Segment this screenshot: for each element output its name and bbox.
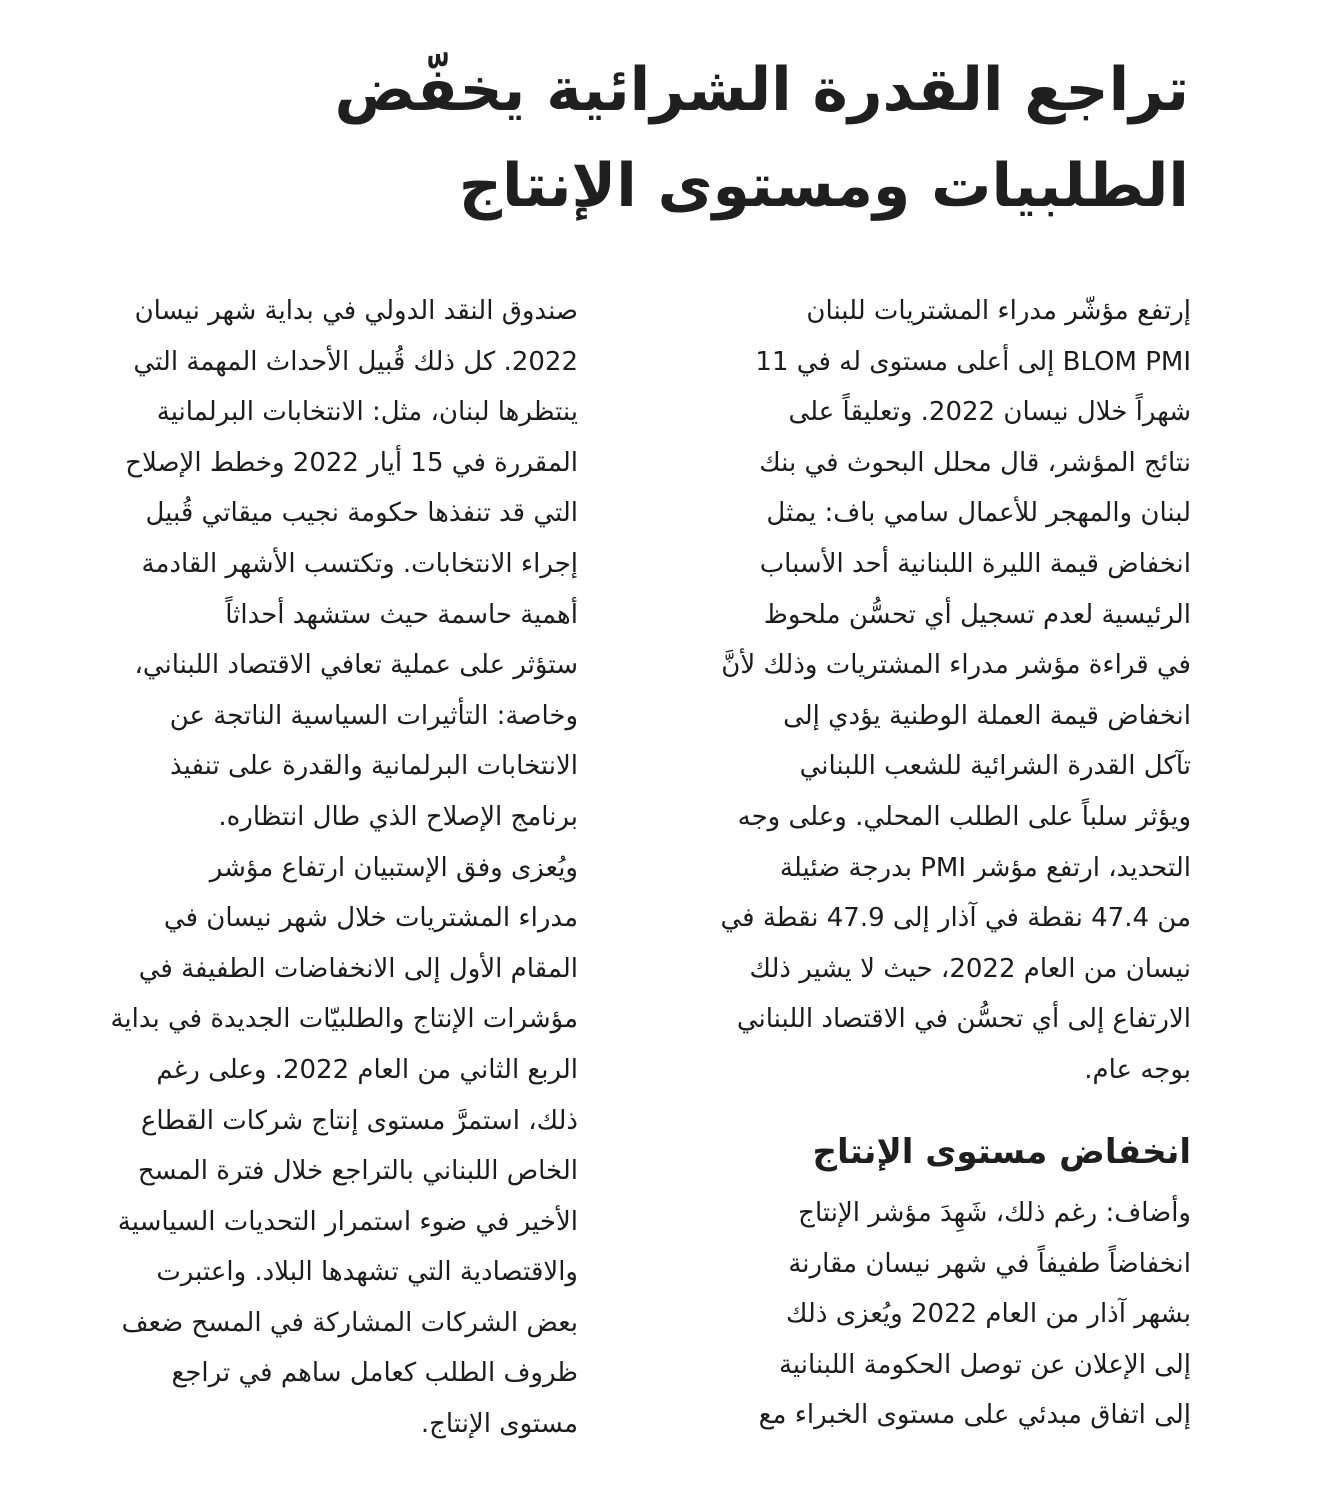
text-line: لبنان والمهجر للأعمال سامي باف: يمثل xyxy=(766,498,1191,529)
text-line: مستوى الإنتاج. xyxy=(420,1409,578,1440)
article-headline xyxy=(209,42,1189,234)
text-line: ويؤثر سلباً على الطلب المحلي. وعلى وجه xyxy=(737,801,1191,832)
text-line: ينتظرها لبنان، مثل: الانتخابات البرلمانية xyxy=(156,397,578,428)
text-line: وأضاف: رغم ذلك، شَهِدَ مؤشر الإنتاج xyxy=(798,1198,1191,1228)
text-line: الانتخابات البرلمانية والقدرة على تنفيذ xyxy=(170,751,578,782)
text-line: انخفاضاً طفيفاً في شهر نيسان مقارنة xyxy=(788,1248,1191,1279)
text-line: المقام الأول إلى الانخفاضات الطفيفة في xyxy=(138,953,578,984)
text-line: انخفاض قيمة العملة الوطنية يؤدي إلى xyxy=(783,700,1191,731)
text-line: المقررة في 15 أيار 2022 وخطط الإصلاح xyxy=(125,447,578,478)
text-line: التي قد تنفذها حكومة نجيب ميقاتي قُبيل xyxy=(145,498,578,529)
article-column-right xyxy=(643,286,1191,1096)
text-line: BLOM PMI إلى أعلى مستوى له في 11 xyxy=(755,346,1191,377)
text-line: الرئيسية لعدم تسجيل أي تحسُّن ملحوظ xyxy=(763,599,1191,630)
text-line: من 47.4 نقطة في آذار إلى 47.9 نقطة في xyxy=(720,903,1191,934)
headline-line-1: تراجع القدرة الشرائية يخفّض xyxy=(334,55,1189,125)
text-line: إلى اتفاق مبدئي على مستوى الخبراء مع xyxy=(758,1400,1191,1431)
text-line: التحديد، ارتفع مؤشر PMI بدرجة ضئيلة xyxy=(779,852,1191,883)
text-line: إجراء الانتخابات. وتكتسب الأشهر القادمة xyxy=(141,548,578,579)
section-subheading: انخفاض مستوى الإنتاج xyxy=(812,1132,1191,1172)
text-line: نتائج المؤشر، قال محلل البحوث في بنك xyxy=(759,447,1191,478)
text-line: صندوق النقد الدولي في بداية شهر نيسان xyxy=(134,296,578,326)
text-line: الخاص اللبناني بالتراجع خلال فترة المسح xyxy=(137,1156,578,1187)
text-line: شهراً خلال نيسان 2022. وتعليقاً على xyxy=(788,397,1191,428)
text-line: نيسان من العام 2022، حيث لا يشير ذلك xyxy=(749,953,1191,984)
text-line: أهمية حاسمة حيث ستشهد أحداثاً xyxy=(225,599,578,630)
text-line: ستؤثر على عملية تعافي الاقتصاد اللبناني، xyxy=(134,650,578,681)
text-line: بعض الشركات المشاركة في المسح ضعف xyxy=(121,1307,578,1338)
text-line: والاقتصادية التي تشهدها البلاد. واعتبرت xyxy=(156,1257,578,1288)
text-line: مدراء المشتريات خلال شهر نيسان في xyxy=(163,903,578,934)
text-line: برنامج الإصلاح الذي طال انتظاره. xyxy=(218,801,578,832)
text-line: إرتفع مؤشّر مدراء المشتريات للبنان xyxy=(806,296,1191,326)
text-line: بوجه عام. xyxy=(1084,1054,1191,1085)
text-line: ويُعزى وفق الإستبيان ارتفاع مؤشر xyxy=(209,852,578,883)
text-line: ظروف الطلب كعامل ساهم في تراجع xyxy=(171,1358,578,1389)
text-line: ذلك، استمرَّ مستوى إنتاج شركات القطاع xyxy=(140,1105,578,1136)
headline-line-2: الطلبيات ومستوى الإنتاج xyxy=(458,151,1189,221)
text-line: الربع الثاني من العام 2022. وعلى رغم xyxy=(156,1054,578,1085)
text-line: الأخير في ضوء استمرار التحديات السياسية xyxy=(117,1206,578,1237)
text-line: الارتفاع إلى أي تحسُّن في الاقتصاد اللبناني xyxy=(736,1004,1191,1035)
text-line: انخفاض قيمة الليرة اللبنانية أحد الأسباب xyxy=(759,548,1191,579)
text-line: في قراءة مؤشر مدراء المشتريات وذلك لأنَّ xyxy=(721,650,1191,681)
text-line: 2022. كل ذلك قُبيل الأحداث المهمة التي xyxy=(133,346,578,377)
text-line: بشهر آذار من العام 2022 ويُعزى ذلك xyxy=(786,1299,1191,1330)
article-column-right-continued xyxy=(643,1188,1191,1441)
text-line: تآكل القدرة الشرائية للشعب اللبناني xyxy=(799,751,1191,782)
text-line: إلى الإعلان عن توصل الحكومة اللبنانية xyxy=(778,1349,1191,1380)
text-line: مؤشرات الإنتاج والطلبيّات الجديدة في بداية xyxy=(110,1004,578,1035)
text-line: وخاصة: التأثيرات السياسية الناتجة عن xyxy=(169,700,578,731)
article-column-left xyxy=(38,286,578,1450)
